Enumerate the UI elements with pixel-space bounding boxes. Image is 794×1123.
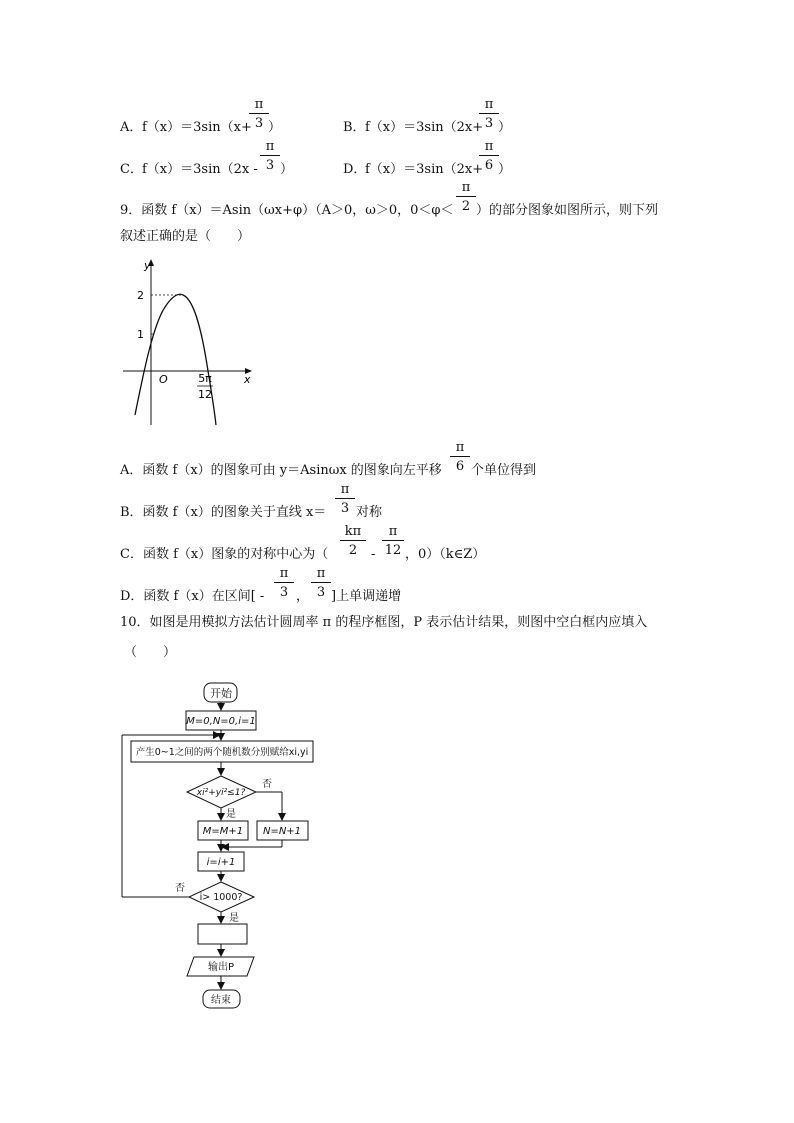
q9-option-d-comma: ， [296, 589, 310, 604]
fraction-numerator: π [254, 97, 264, 112]
q9-stem-line2: 叙述正确的是（ ） [120, 229, 251, 244]
q9-option-c-minus: - [371, 547, 376, 562]
yes-label-1: 是 [226, 809, 236, 820]
fraction-denominator: 3 [484, 116, 494, 131]
fraction-numerator: π [455, 440, 465, 455]
fraction-denominator: 6 [455, 459, 465, 474]
generate-label: 产生0~1之间的两个随机数分别赋给xi,yi [135, 747, 309, 758]
option-c-label: C． [120, 162, 143, 177]
no-label-2: 否 [175, 883, 185, 894]
x-tick-numerator: 5π [198, 372, 212, 385]
q9-option-a-end: 个单位得到 [471, 463, 537, 478]
q9-option-d-end: ]上单调递增 [331, 589, 402, 604]
n-increment-label: N=N+1 [262, 826, 302, 837]
fraction-numerator: π [461, 180, 471, 195]
start-label: 开始 [210, 687, 232, 700]
q9-option-c-text: C．函数 f（x）图象的对称中心为（ [120, 547, 329, 562]
fraction-numerator: π [279, 566, 289, 581]
condition-2-label: i> 1000? [199, 892, 243, 903]
q9-option-b-end: 对称 [356, 505, 383, 520]
fraction-denominator: 3 [254, 116, 264, 131]
q9-option-a-text: A．函数 f（x）的图象可由 y＝Asinωx 的图象向左平移 [120, 463, 442, 478]
option-d-label: D． [343, 162, 367, 177]
option-a-text: f（x）＝3sin（x+ [142, 120, 252, 135]
option-d-close: ） [498, 162, 512, 177]
origin-label: O [159, 373, 168, 386]
y-axis-label: y [144, 259, 151, 272]
fraction-denominator: 3 [340, 501, 350, 516]
fraction-numerator: π [388, 524, 398, 539]
x-tick-denominator: 12 [198, 388, 212, 401]
fraction-denominator: 2 [348, 543, 358, 558]
q9-stem-text: 9．函数 f（x）＝Asin（ωx+φ）（A＞0，ω＞0，0＜φ＜ [120, 203, 454, 218]
q9-option-d-text: D．函数 f（x）在区间[ - [120, 589, 265, 604]
fraction-numerator: π [484, 139, 494, 154]
y-tick-2: 2 [137, 289, 144, 302]
option-a-label: A． [120, 120, 143, 135]
init-label: M=0,N=0,i=1 [186, 716, 256, 727]
fraction-numerator: π [484, 97, 494, 112]
fraction-numerator: π [265, 139, 275, 154]
fraction-numerator: π [340, 482, 350, 497]
m-increment-label: M=M+1 [202, 826, 244, 837]
x-axis-label: x [244, 373, 251, 386]
option-b-label: B． [343, 120, 366, 135]
option-c-close: ） [280, 162, 294, 177]
condition-1-label: xi²+yi²≤1? [196, 788, 246, 798]
fraction-numerator: kπ [344, 524, 362, 539]
fraction-denominator: 6 [484, 158, 494, 173]
q9-option-c-end: ，0）（k∈Z） [405, 547, 486, 562]
i-increment-label: i=i+1 [206, 857, 236, 868]
no-label-1: 否 [262, 779, 272, 790]
fraction-denominator: 12 [384, 543, 402, 558]
option-b-text: f（x）＝3sin（2x+ [365, 120, 484, 135]
yes-label-2: 是 [229, 913, 239, 924]
blank-box [198, 924, 247, 944]
y-tick-1: 1 [137, 328, 144, 341]
option-d-text: f（x）＝3sin（2x+ [365, 162, 484, 177]
fraction-denominator: 3 [316, 585, 326, 600]
q9-stem-text-end: ）的部分图象如图所示，则下列 [476, 203, 659, 218]
option-a-close: ） [268, 120, 282, 135]
q9-option-b-text: B．函数 f（x）的图象关于直线 x＝ [120, 505, 327, 520]
fraction-denominator: 2 [461, 199, 471, 214]
q10-stem-line2: （ ） [124, 645, 177, 660]
output-label: 输出P [207, 962, 235, 973]
option-c-text: f（x）＝3sin（2x - [142, 162, 258, 177]
q10-stem-text: 10．如图是用模拟方法估计圆周率 π 的程序框图，P 表示估计结果，则图中空白框内应填入 [120, 615, 648, 630]
end-label: 结束 [211, 995, 231, 1006]
fraction-denominator: 3 [265, 158, 275, 173]
option-b-close: ） [498, 120, 512, 135]
fraction-denominator: 3 [279, 585, 289, 600]
fraction-numerator: π [316, 566, 326, 581]
